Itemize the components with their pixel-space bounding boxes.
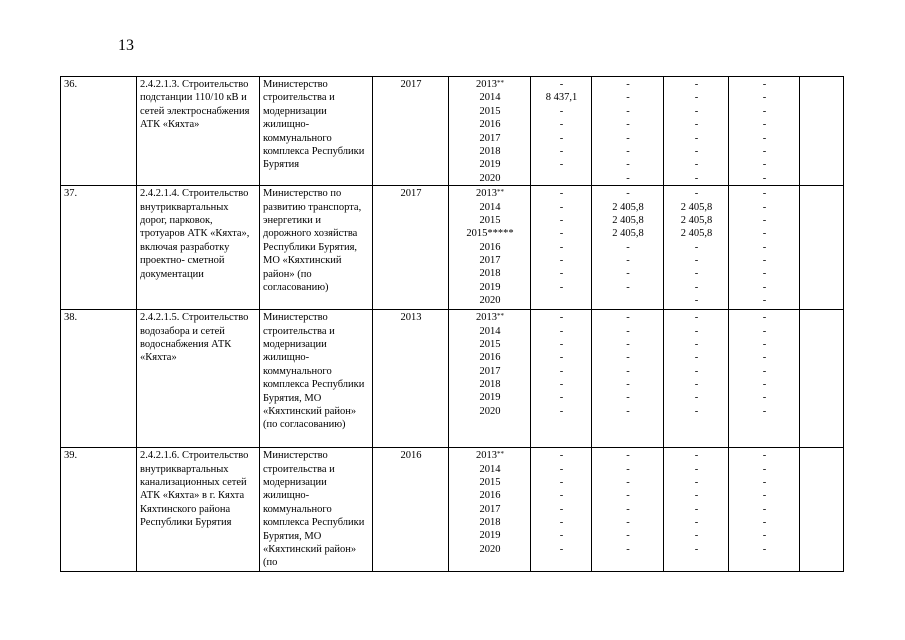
responsible-executor: Министерство строительства и модернизации жилищно- коммунального комплекса Республики Бурятия, МО «Кяхтинский район» (по bbox=[260, 448, 373, 572]
funding-value: - bbox=[626, 92, 630, 104]
funding-value: - bbox=[694, 365, 699, 377]
year-value: 2014 bbox=[479, 201, 501, 213]
funding-value: - bbox=[559, 132, 564, 144]
funding-value: - bbox=[626, 379, 630, 391]
year-value: 2016 bbox=[479, 490, 501, 502]
funding-value: - bbox=[626, 450, 630, 462]
year-value: 2015 bbox=[479, 105, 501, 117]
funding-value: - bbox=[559, 365, 564, 377]
funding-column-1 bbox=[531, 186, 592, 310]
funding-value: - bbox=[762, 365, 767, 377]
funding-value: - bbox=[762, 338, 767, 350]
funding-value: - bbox=[762, 490, 767, 502]
row-number: 37. bbox=[61, 186, 137, 310]
funding-column-2 bbox=[592, 448, 664, 572]
funding-value: - bbox=[559, 352, 564, 364]
funding-value: - bbox=[626, 119, 630, 131]
year-value: 2019 bbox=[479, 392, 501, 404]
funding-value: - bbox=[762, 352, 767, 364]
funding-value: - bbox=[694, 392, 699, 404]
funding-value bbox=[534, 172, 589, 185]
funding-value: - bbox=[626, 145, 630, 157]
funding-value: - bbox=[694, 490, 699, 502]
row-number: 36. bbox=[61, 77, 137, 186]
years-list bbox=[449, 448, 531, 572]
year-value: 2019 bbox=[479, 281, 501, 293]
row-number: 38. bbox=[61, 310, 137, 448]
funding-value: - bbox=[694, 281, 699, 293]
funding-column-2 bbox=[592, 186, 664, 310]
funding-column-2 bbox=[592, 310, 664, 448]
funding-value: - bbox=[626, 530, 630, 542]
funding-value: - bbox=[559, 312, 564, 324]
funding-value: - bbox=[694, 119, 699, 131]
funding-column-4 bbox=[729, 310, 800, 448]
year-value: 2016 bbox=[479, 119, 501, 131]
funding-value: 2 405,8 bbox=[612, 228, 644, 240]
year-value: 2018 bbox=[479, 145, 501, 157]
responsible-executor: Министерство строительства и модернизации жилищно- коммунального комплекса Республики Бурятия bbox=[260, 77, 373, 186]
funding-value bbox=[595, 294, 661, 307]
funding-value: - bbox=[626, 105, 630, 117]
funding-value: - bbox=[559, 281, 564, 293]
funding-value: - bbox=[626, 79, 630, 90]
funding-column-1 bbox=[531, 448, 592, 572]
deadline-year: 2017 bbox=[373, 186, 449, 310]
year-value: 2017 bbox=[479, 132, 501, 144]
funding-value: - bbox=[694, 312, 699, 324]
funding-value: - bbox=[694, 255, 699, 267]
funding-value: - bbox=[559, 392, 564, 404]
funding-value: - bbox=[694, 405, 699, 417]
funding-value: - bbox=[762, 119, 767, 131]
year-value: 2014 bbox=[479, 463, 501, 475]
funding-value: 2 405,8 bbox=[612, 214, 644, 226]
funding-column-3 bbox=[664, 448, 729, 572]
year-value: 2017 bbox=[479, 365, 501, 377]
funding-value: - bbox=[762, 92, 767, 104]
funding-column-3 bbox=[664, 77, 729, 186]
funding-value: - bbox=[559, 201, 564, 213]
funding-value: - bbox=[626, 159, 630, 171]
funding-value: - bbox=[694, 159, 699, 171]
funding-value: - bbox=[626, 352, 630, 364]
table-row bbox=[61, 77, 844, 186]
funding-value: - bbox=[762, 255, 767, 267]
year-value: 2013** bbox=[476, 450, 504, 462]
funding-value: 2 405,8 bbox=[612, 201, 644, 213]
funding-value: - bbox=[762, 312, 767, 324]
year-value: 2017 bbox=[479, 503, 501, 515]
funding-value: - bbox=[559, 241, 564, 253]
funding-value: - bbox=[559, 530, 564, 542]
funding-column-1 bbox=[531, 77, 592, 186]
funding-value: - bbox=[559, 255, 564, 267]
year-value: 2020 bbox=[479, 543, 501, 555]
funding-value: - bbox=[762, 476, 767, 488]
funding-column-1 bbox=[531, 310, 592, 448]
funding-value: - bbox=[694, 517, 699, 529]
funding-value: - bbox=[762, 241, 767, 253]
funding-value: - bbox=[559, 379, 564, 391]
funding-column-3 bbox=[664, 186, 729, 310]
funding-value: - bbox=[626, 476, 630, 488]
funding-value bbox=[534, 294, 589, 307]
funding-value: - bbox=[559, 490, 564, 502]
funding-value: 2 405,8 bbox=[680, 201, 713, 213]
funding-column-4 bbox=[729, 77, 800, 186]
funding-column-3 bbox=[664, 310, 729, 448]
year-value: 2018 bbox=[479, 517, 501, 529]
funding-value: - bbox=[694, 338, 699, 350]
extra-column bbox=[800, 77, 844, 186]
funding-value: - bbox=[626, 405, 630, 417]
funding-value: - bbox=[762, 325, 767, 337]
year-value: 2014 bbox=[479, 92, 501, 104]
funding-value: - bbox=[559, 119, 564, 131]
funding-value: - bbox=[762, 172, 767, 184]
funding-value: - bbox=[694, 543, 699, 555]
funding-value: - bbox=[694, 450, 699, 462]
funding-value: - bbox=[626, 255, 630, 267]
funding-value: - bbox=[626, 463, 630, 475]
funding-value: - bbox=[694, 105, 699, 117]
year-value: 2020 bbox=[479, 405, 501, 417]
funding-value: - bbox=[762, 295, 767, 307]
extra-column bbox=[800, 310, 844, 448]
funding-value: - bbox=[559, 476, 564, 488]
funding-value: - bbox=[559, 338, 564, 350]
funding-value: - bbox=[694, 476, 699, 488]
funding-value: - bbox=[694, 530, 699, 542]
funding-value: - bbox=[626, 241, 630, 253]
funding-value: - bbox=[559, 79, 564, 90]
year-value: 2015 bbox=[479, 476, 501, 488]
funding-value: - bbox=[762, 281, 767, 293]
funding-value: - bbox=[694, 268, 699, 280]
funding-value: - bbox=[762, 405, 767, 417]
funding-value: - bbox=[694, 463, 699, 475]
funding-value: - bbox=[626, 543, 630, 555]
funding-value: - bbox=[762, 463, 767, 475]
funding-value: - bbox=[762, 543, 767, 555]
funding-value: - bbox=[762, 228, 767, 240]
funding-value: - bbox=[626, 172, 630, 184]
funding-column-2 bbox=[592, 77, 664, 186]
funding-value: - bbox=[626, 517, 630, 529]
funding-value: 8 437,1 bbox=[545, 92, 578, 104]
funding-value: - bbox=[626, 281, 630, 293]
funding-value: - bbox=[762, 214, 767, 226]
year-value: 2018 bbox=[479, 379, 501, 391]
funding-value: - bbox=[694, 79, 699, 90]
funding-value: - bbox=[762, 145, 767, 157]
funding-value: - bbox=[626, 188, 630, 200]
funding-value: - bbox=[762, 392, 767, 404]
funding-value: - bbox=[559, 188, 564, 200]
funding-value: - bbox=[694, 295, 699, 307]
funding-value: - bbox=[626, 365, 630, 377]
funding-value: - bbox=[762, 132, 767, 144]
funding-value: - bbox=[559, 325, 564, 337]
table-row bbox=[61, 448, 844, 572]
responsible-executor: Министерство строительства и модернизации жилищно- коммунального комплекса Республики Бурятия, МО «Кяхтинский район» (по согласованию) bbox=[260, 310, 373, 448]
funding-column-4 bbox=[729, 186, 800, 310]
measure-code-title: 2.4.2.1.3. Строительство подстанции 110/10 кВ и сетей электроснабжения АТК «Кяхта» bbox=[137, 77, 260, 186]
year-value: 2018 bbox=[479, 268, 501, 280]
funding-value: - bbox=[762, 268, 767, 280]
funding-value: - bbox=[694, 503, 699, 515]
funding-value: 2 405,8 bbox=[680, 214, 713, 226]
funding-value: - bbox=[559, 105, 564, 117]
funding-value: - bbox=[559, 503, 564, 515]
deadline-year: 2017 bbox=[373, 77, 449, 186]
year-value: 2014 bbox=[479, 325, 501, 337]
year-value: 2019 bbox=[479, 159, 501, 171]
funding-value: - bbox=[762, 159, 767, 171]
funding-value: - bbox=[626, 490, 630, 502]
funding-value: - bbox=[626, 312, 630, 324]
year-value: 2020 bbox=[479, 295, 501, 307]
funding-column-4 bbox=[729, 448, 800, 572]
deadline-year: 2016 bbox=[373, 448, 449, 572]
funding-value: - bbox=[559, 543, 564, 555]
deadline-year: 2013 bbox=[373, 310, 449, 448]
years-list bbox=[449, 310, 531, 448]
funding-value: - bbox=[626, 132, 630, 144]
year-value: 2015***** bbox=[466, 228, 514, 240]
program-table bbox=[60, 76, 844, 572]
measure-code-title: 2.4.2.1.6. Строительство внутриквартальных канализационных сетей АТК «Кяхта» в г. Кяхта Кяхтинского района Республики Бурятия bbox=[137, 448, 260, 572]
funding-value: - bbox=[762, 379, 767, 391]
funding-value: - bbox=[694, 145, 699, 157]
table-row bbox=[61, 186, 844, 310]
year-value: 2015 bbox=[479, 338, 501, 350]
funding-value: - bbox=[762, 517, 767, 529]
funding-value: - bbox=[626, 338, 630, 350]
year-value: 2013** bbox=[476, 188, 504, 200]
funding-value: - bbox=[626, 503, 630, 515]
funding-value: - bbox=[559, 214, 564, 226]
funding-value: - bbox=[694, 379, 699, 391]
funding-value: - bbox=[694, 352, 699, 364]
year-value: 2019 bbox=[479, 530, 501, 542]
funding-value: - bbox=[559, 517, 564, 529]
year-value: 2015 bbox=[479, 214, 501, 226]
funding-value: - bbox=[694, 92, 699, 104]
year-value: 2016 bbox=[479, 241, 501, 253]
funding-value: - bbox=[694, 172, 699, 184]
funding-value: - bbox=[626, 392, 630, 404]
funding-value: - bbox=[694, 241, 699, 253]
funding-value: - bbox=[762, 201, 767, 213]
funding-value: - bbox=[626, 325, 630, 337]
page-number: 13 bbox=[118, 37, 134, 54]
measure-code-title: 2.4.2.1.4. Строительство внутриквартальных дорог, парковок, тротуаров АТК «Кяхта», включая разработку проектно- сметной документации bbox=[137, 186, 260, 310]
row-number: 39. bbox=[61, 448, 137, 572]
years-list bbox=[449, 186, 531, 310]
years-list bbox=[449, 77, 531, 186]
funding-value: - bbox=[762, 450, 767, 462]
funding-value: - bbox=[559, 268, 564, 280]
year-value: 2017 bbox=[479, 255, 501, 267]
funding-value: - bbox=[762, 105, 767, 117]
year-value: 2013** bbox=[476, 79, 504, 90]
year-value: 2016 bbox=[479, 352, 501, 364]
extra-column bbox=[800, 186, 844, 310]
funding-value: - bbox=[762, 530, 767, 542]
funding-value: - bbox=[762, 503, 767, 515]
measure-code-title: 2.4.2.1.5. Строительство водозабора и сетей водоснабжения АТК «Кяхта» bbox=[137, 310, 260, 448]
funding-value: - bbox=[559, 463, 564, 475]
table-row bbox=[61, 310, 844, 448]
funding-value: - bbox=[559, 450, 564, 462]
funding-value: - bbox=[559, 159, 564, 171]
funding-value: - bbox=[559, 228, 564, 240]
funding-value: - bbox=[762, 188, 767, 200]
responsible-executor: Министерство по развитию транспорта, энергетики и дорожного хозяйства Республики Бурятия, МО «Кяхтинский район» (по согласованию) bbox=[260, 186, 373, 310]
year-value: 2020 bbox=[479, 172, 501, 184]
funding-value: - bbox=[559, 405, 564, 417]
funding-value: - bbox=[694, 325, 699, 337]
funding-value: - bbox=[559, 145, 564, 157]
funding-value: - bbox=[762, 79, 767, 90]
funding-value: - bbox=[694, 188, 699, 200]
extra-column bbox=[800, 448, 844, 572]
funding-value: 2 405,8 bbox=[680, 228, 713, 240]
year-value: 2013** bbox=[476, 312, 504, 324]
funding-value: - bbox=[694, 132, 699, 144]
funding-value: - bbox=[626, 268, 630, 280]
